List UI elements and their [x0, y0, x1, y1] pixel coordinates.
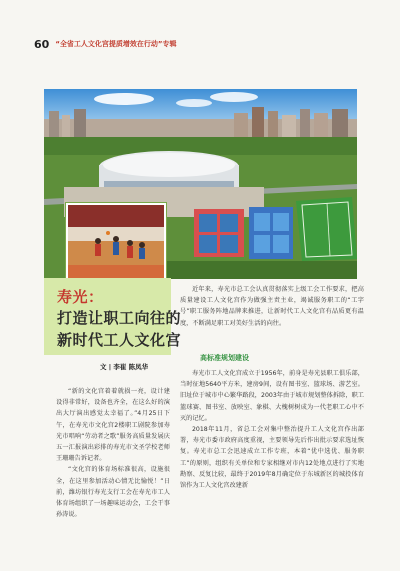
page-number: 60	[34, 37, 50, 51]
left-paragraph-1: “新的文化宫着着就损一亮，设计建设得非常好，设备也齐全，在这么好的演出大厅演出感觉太幸福了。”4月25日下午，在寿光市文化宫2楼职工剧院参加寿光市唱响“劳动者之歌”服务高质量发展庆五一汇报演出彩排的寿光市文圣学校老师王珊珊告诉记者。	[56, 388, 170, 463]
running-title: “全省工人文化宫提质增效在行动”专辑	[55, 40, 177, 48]
section-heading: 高标准规划建设	[200, 354, 249, 362]
byline: 文 | 李崔 陈凤华	[100, 363, 149, 371]
left-paragraph-2: “文化宫的体育场标准很高，设施很全，在这里参加活动心情无比愉悦！”日前，潍坊银行寿光支行工会在寿光市工人体育场组织了一场趣味运动会，工会干事孙涛说。	[56, 466, 170, 519]
headline-prefix: 寿光：	[57, 288, 104, 306]
right-column-intro	[180, 284, 364, 329]
intro-paragraph: 近年来，寿光市总工会认真贯彻落实上级工会工作要求，把高质量建设工人文化宫作为做强主责主业，竭诚服务职工的“工字号”职工服务阵地品牌来推进，让新时代工人文化宫有品质更有温度，不断满足职工对美好生活的向往。	[180, 286, 364, 327]
section-paragraph-2: 2018年11月，省总工会对集中整治提升工人文化宫作出部署，寿光市委市政府高度重视，主要领导先后作出批示要求选址恢复。寿光市总工会迅速成立工作专班，本着“优中选优、服务职工”的原则，组织有关单位和专家相继对市内12处地点进行了实地勘察、反复比较，最终于2019年8月确定位于东城新区的城投体育馆作为工人文化宫改建新	[180, 426, 364, 490]
headline-line-1: 打造让职工向往的	[57, 309, 182, 327]
section-paragraph-1: 寿光市工人文化宫成立于1956年，前身是寿光县职工俱乐部，当时征地5640平方米，建房9间，设有图书室、篮球场、游艺室。旧址位于城市中心繁华路段，2003年由于城市规划整体拆除，职工篮球赛、图书室、放映室、象棋、大槐树树成为一代老职工心中不灭的记忆。	[180, 370, 364, 422]
right-column-body	[180, 368, 364, 491]
headline-line-2: 新时代工人文化宫	[57, 331, 182, 349]
basketball-inset-photo	[66, 203, 166, 282]
left-column	[56, 386, 170, 520]
running-header	[34, 37, 374, 51]
